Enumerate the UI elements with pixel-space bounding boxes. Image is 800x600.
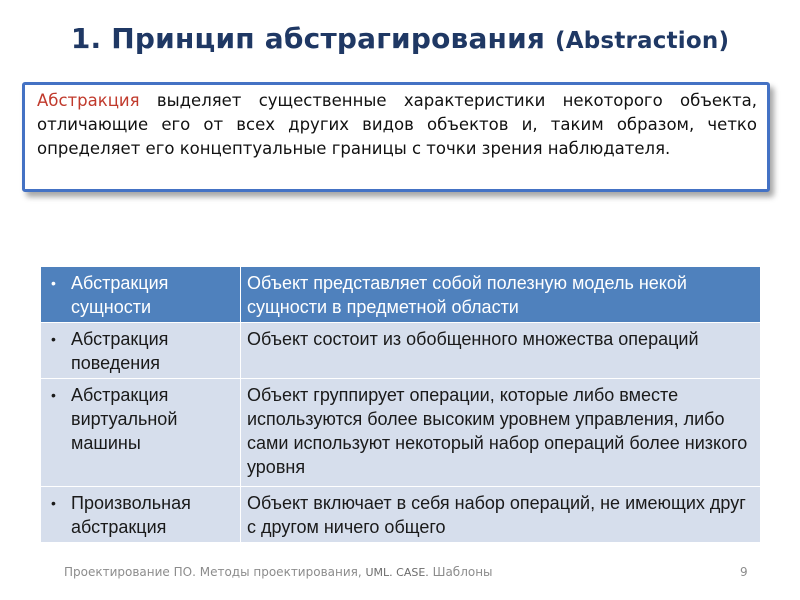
abstraction-kind: Абстракция поведения <box>71 329 169 373</box>
page-number: 9 <box>740 565 748 579</box>
table-row <box>41 379 761 487</box>
abstraction-kind: Абстракция виртуальной машины <box>71 385 178 453</box>
table-row <box>41 267 761 323</box>
footer-text-after: Шаблоны <box>428 565 493 579</box>
bullet-icon: • <box>51 331 56 347</box>
definition-box <box>22 82 770 192</box>
bullet-icon: • <box>51 275 56 291</box>
abstraction-types-table <box>40 266 761 543</box>
abstraction-kind-cell <box>41 487 241 543</box>
abstraction-description: Объект включает в себя набор операций, не имеющих друг с другом ничего общего <box>241 487 761 543</box>
definition-text: выделяет существенные характеристики некоторого объекта, отличающие его от всех других видов объектов и, таким образом, четко определяет его концептуальные границы с точки зрения наблюдателя. <box>37 91 757 158</box>
bullet-icon: • <box>51 387 56 403</box>
abstraction-kind-cell <box>41 267 241 323</box>
footer-highlight: UML. CASE. <box>365 566 429 579</box>
slide-title-english: (Abstraction) <box>555 28 730 54</box>
abstraction-description: Объект представляет собой полезную модель некой сущности в предметной области <box>241 267 761 323</box>
abstraction-kind-cell <box>41 379 241 487</box>
bullet-icon: • <box>51 495 56 511</box>
abstraction-kind-cell <box>41 323 241 379</box>
footer-course-title <box>64 565 493 579</box>
abstraction-kind: Абстракция сущности <box>71 273 169 317</box>
slide-title <box>0 22 800 55</box>
definition-term: Абстракция <box>37 91 140 110</box>
slide-title-main: 1. Принцип абстрагирования <box>70 22 556 55</box>
footer-text-before: Проектирование ПО. Методы проектирования, <box>64 565 366 579</box>
table-row <box>41 323 761 379</box>
table-row <box>41 487 761 543</box>
abstraction-kind: Произвольная абстракция <box>71 493 191 537</box>
abstraction-description: Объект группирует операции, которые либо вместе используются более высоким уровнем управления, либо сами используют некоторый набор операций более низкого уровня <box>241 379 761 487</box>
abstraction-description: Объект состоит из обобщенного множества операций <box>241 323 761 379</box>
